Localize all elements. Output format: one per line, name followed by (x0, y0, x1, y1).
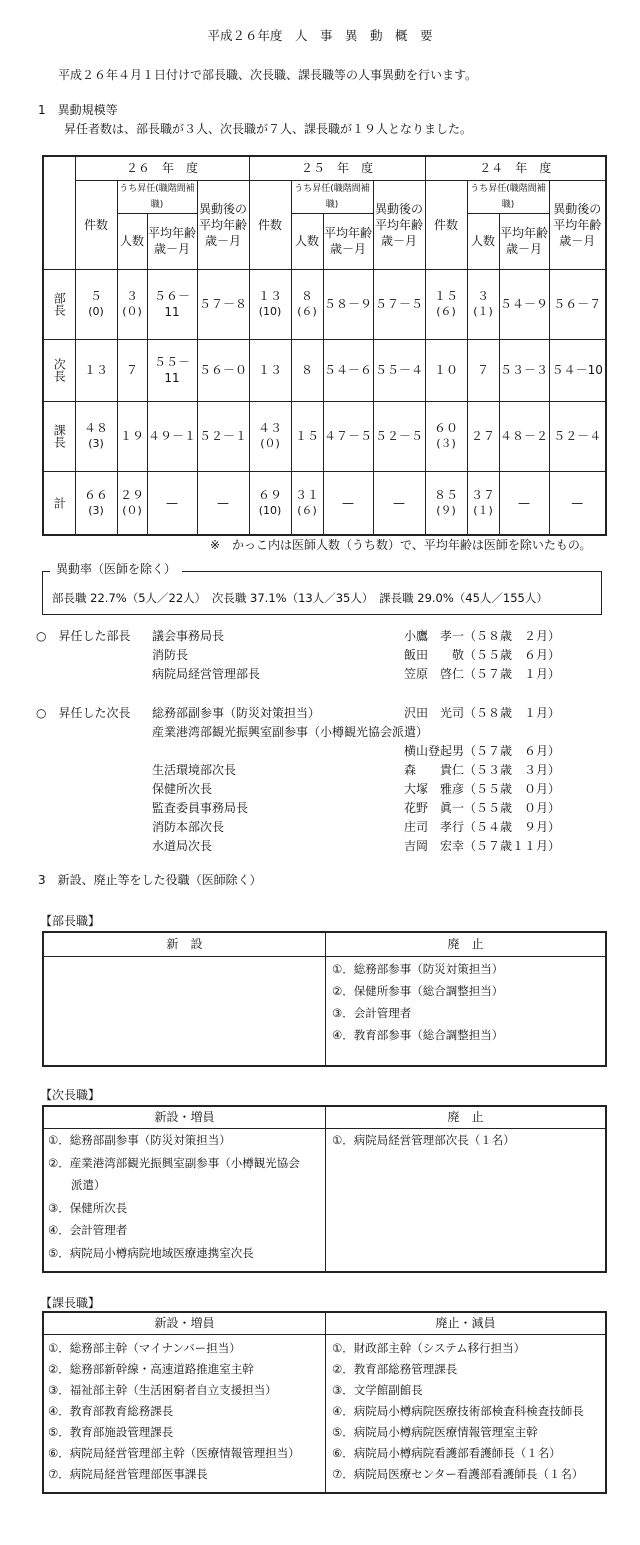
jicho-right-header: 廃 止 (447, 1110, 484, 1124)
stat-value: (０) (122, 305, 142, 318)
row-label: 計 (43, 471, 75, 535)
stat-value: ５８－９ (324, 297, 373, 311)
promoted-name: 大塚 雅彦（５５歳 ０月） (404, 782, 561, 796)
section1-heading: 1 異動規模等 (38, 103, 118, 117)
kacho-right-header: 廃止・減員 (435, 1316, 496, 1330)
stat-value: (９) (436, 503, 456, 517)
stat-cell (549, 401, 606, 471)
stat-value: ５ (89, 289, 102, 303)
promoted-name: 横山登起男（５７歳 ６月） (404, 744, 561, 758)
role-item: ④．病院局小樽病院医療技術部検査科検査技師長 (332, 1404, 584, 1418)
col-after: 異動後の平均年齢歳－月 (197, 180, 249, 269)
stat-cell (373, 339, 425, 401)
promoted-name: 森 貴仁（５３歳 ３月） (404, 763, 561, 777)
role-item: ④．教育部参事（総合調整担当） (332, 1028, 504, 1042)
stat-cell (75, 339, 117, 401)
kacho-box-label: 【課長職】 (40, 1296, 101, 1310)
intro-text: 平成２６年４月１日付けで部長職、次長職、課長職等の人事異動を行います。 (58, 68, 478, 82)
stat-value: ５２－４ (553, 429, 602, 443)
role-item: ③．文学館副館長 (332, 1383, 423, 1397)
role-item: ①．財政部主幹（システム移行担当） (332, 1341, 526, 1355)
col-ninzu: 人数 (117, 213, 147, 269)
stat-value: — (217, 495, 229, 510)
stat-value: — (393, 495, 406, 510)
stat-value: (3) (88, 437, 104, 450)
jicho-box-label: 【次長職】 (40, 1088, 101, 1102)
stat-value: ４７－５ (324, 429, 373, 443)
rate-title: 異動率（医師を除く） (50, 560, 182, 577)
stat-value: ５４－９ (500, 297, 549, 311)
stat-cell (323, 401, 373, 471)
stat-value: ５４－10 (551, 363, 603, 377)
col-avg: 平均年齢歳－月 (499, 213, 549, 269)
stat-value: １３ (258, 289, 283, 303)
promoted-post: 生活環境部次長 (152, 763, 237, 777)
stat-value: ２７ (471, 429, 496, 443)
stat-value: — (518, 495, 531, 510)
stat-value: ５２－５ (375, 429, 424, 443)
col-kensu: 件数 (75, 180, 117, 269)
stat-cell (197, 401, 249, 471)
stat-cell (249, 269, 291, 339)
stat-cell (425, 401, 467, 471)
role-item: ⑤．教育部施設管理課長 (48, 1425, 174, 1439)
stat-cell (499, 401, 549, 471)
role-item: ③．福祉部主幹（生活困窮者自立支援担当） (48, 1383, 277, 1397)
col-ninzu: 人数 (467, 213, 499, 269)
role-item: ①．総務部副参事（防災対策担当） (48, 1133, 231, 1147)
col-after: 異動後の平均年齢歳－月 (373, 180, 425, 269)
stat-value: ７ (125, 363, 138, 377)
stat-value: ８ (301, 289, 314, 303)
stat-value: ４８－２ (500, 429, 549, 443)
stat-cell (117, 269, 147, 339)
stat-value: (10) (258, 503, 282, 517)
stat-cell (147, 269, 197, 339)
col-promoted: うち昇任(職階間補職) (467, 180, 549, 213)
stat-cell (117, 401, 147, 471)
promoted-name: 吉岡 宏幸（５７歳１１月） (404, 839, 561, 853)
promoted-post: 病院局経営管理部長 (152, 667, 261, 681)
stat-cell (75, 269, 117, 339)
stat-cell (425, 339, 467, 401)
jicho-box (42, 1105, 607, 1273)
stat-cell (373, 401, 425, 471)
bucho-left-header: 新 設 (166, 937, 203, 951)
stat-value: ８ (301, 363, 314, 377)
stat-cell (75, 401, 117, 471)
role-item: ⑦．病院局医療センター看護部看護師長（１名） (332, 1467, 584, 1481)
stat-cell (147, 339, 197, 401)
stat-cell (147, 471, 197, 535)
stat-value: ５２－１ (199, 429, 248, 443)
stat-cell (249, 471, 291, 535)
promoted-post: 水道局次長 (152, 839, 213, 853)
stat-cell (467, 401, 499, 471)
stat-cell (549, 269, 606, 339)
stat-value: ５５－４ (375, 363, 424, 377)
stat-cell (499, 471, 549, 535)
stat-value: ３ (477, 289, 490, 303)
stat-value: (０) (260, 437, 280, 450)
stat-cell (197, 339, 249, 401)
role-item: ⑤．病院局小樽病院地域医療連携室次長 (48, 1245, 254, 1260)
year-header: ２５ 年 度 (249, 156, 425, 180)
stat-value: ５５－11 (153, 355, 190, 385)
stat-value: (0) (88, 305, 104, 318)
stat-value: ６０ (434, 421, 459, 435)
stat-value: (０) (122, 503, 142, 517)
promoted-name: 庄司 孝行（５４歳 ９月） (404, 820, 561, 834)
stat-cell (75, 471, 117, 535)
stat-value: ５４－６ (324, 363, 373, 377)
stat-cell (291, 471, 323, 535)
stat-cell (117, 471, 147, 535)
col-promoted: うち昇任(職階間補職) (291, 180, 373, 213)
stat-cell (323, 269, 373, 339)
role-item: ⑤．病院局小樽病院医療情報管理室主幹 (332, 1425, 538, 1439)
bucho-box-label: 【部長職】 (40, 914, 101, 928)
bucho-box (42, 931, 607, 1067)
promoted-post: 議会事務局長 (152, 629, 225, 643)
promoted-name: 飯田 敬（５５歳 ６月） (404, 648, 561, 662)
stat-cell (425, 269, 467, 339)
col-avg: 平均年齢歳－月 (147, 213, 197, 269)
year-header: ２６ 年 度 (75, 156, 249, 180)
promoted-post: 消防長 (152, 648, 189, 662)
promoted-name: 小鷹 孝一（５８歳 ２月） (404, 629, 561, 643)
stat-cell (499, 339, 549, 401)
stat-value: １５ (295, 429, 320, 443)
stat-value: (１) (473, 305, 493, 318)
stat-value: １０ (434, 363, 459, 377)
promoted-name: 笠原 啓仁（５７歳 １月） (404, 667, 561, 681)
col-kensu: 件数 (425, 180, 467, 269)
rate-text: 部長職 22.7%（5人／22人） 次長職 37.1%（13人／35人） 課長職 29.0%（45人／155人） (52, 591, 548, 605)
kacho-box (42, 1311, 607, 1494)
stat-value: (６) (297, 305, 317, 318)
role-item: 派遣） (48, 1178, 106, 1192)
stat-value: １３ (83, 363, 108, 377)
stat-value: ５６－11 (153, 289, 190, 319)
bucho-right-header: 廃 止 (447, 937, 484, 951)
promoted-name: 沢田 光司（５８歳 １月） (404, 706, 561, 720)
stat-value: ４８ (83, 421, 108, 435)
row-label: 次長 (43, 339, 75, 401)
stat-value: — (571, 495, 584, 510)
promoted-bucho-heading: ○ 昇任した部長 (36, 629, 131, 643)
role-item: ②．教育部総務管理課長 (332, 1362, 458, 1376)
jicho-left-header: 新設・増員 (154, 1110, 215, 1124)
row-label: 部長 (43, 269, 75, 339)
role-item: ①．総務部主幹（マイナンバー担当） (48, 1341, 241, 1355)
stats-row (43, 401, 606, 471)
role-item: ①．病院局経営管理部次長（１名） (332, 1133, 515, 1147)
stat-value: ４３ (258, 421, 283, 435)
stat-cell (467, 471, 499, 535)
stat-value: — (166, 495, 178, 510)
stat-value: — (342, 495, 355, 510)
role-item: ④．会計管理者 (48, 1223, 128, 1237)
stat-value: ５７－８ (199, 297, 248, 311)
stat-value: １３ (258, 363, 283, 377)
stat-cell (467, 339, 499, 401)
stat-value: ４９－１ (147, 429, 196, 443)
col-promoted: うち昇任(職階間補職) (117, 180, 197, 213)
stats-row (43, 269, 606, 339)
stat-cell (147, 401, 197, 471)
stat-cell (425, 471, 467, 535)
stat-cell (291, 269, 323, 339)
stat-value: ７ (477, 363, 490, 377)
promoted-post: 監査委員事務局長 (152, 801, 249, 815)
col-ninzu: 人数 (291, 213, 323, 269)
section3-heading: 3 新設、廃止等をした役職（医師除く） (38, 873, 262, 887)
promoted-post: 総務部副参事（防災対策担当） (152, 706, 321, 720)
stat-value: ５７－５ (375, 297, 424, 311)
stat-cell (291, 339, 323, 401)
stat-value: １５ (434, 289, 459, 303)
stat-cell (549, 471, 606, 535)
stats-row (43, 339, 606, 401)
role-item: ②．総務部新幹線・高速道路推進室主幹 (48, 1362, 254, 1376)
stat-value: (3) (88, 503, 104, 517)
stat-cell (373, 471, 425, 535)
stat-cell (467, 269, 499, 339)
stat-value: (３) (436, 437, 456, 450)
promoted-post: 保健所次長 (152, 782, 213, 796)
stat-value: ６６ (83, 487, 108, 502)
stat-value: ２９ (119, 487, 144, 502)
stat-value: １９ (119, 429, 144, 443)
stat-cell (197, 471, 249, 535)
stat-cell (291, 401, 323, 471)
stat-cell (323, 471, 373, 535)
promoted-post: 消防本部次長 (152, 820, 225, 834)
stat-value: ３ (125, 289, 138, 303)
col-after: 異動後の平均年齢歳－月 (549, 180, 606, 269)
stat-value: (１) (473, 503, 493, 517)
stats-corner (43, 156, 75, 269)
role-item: ③．保健所次長 (48, 1200, 128, 1215)
section1-text: 昇任者数は、部長職が３人、次長職が７人、課長職が１９人となりました。 (64, 122, 473, 136)
table-note: ※ かっこ内は医師人数（うち数）で、平均年齢は医師を除いたもの。 (210, 538, 592, 552)
stat-cell (117, 339, 147, 401)
promoted-name: 花野 眞一（５５歳 ０月） (404, 801, 561, 815)
role-item: ②．産業港湾部観光振興室副参事（小樽観光協会 (48, 1155, 300, 1170)
promoted-jicho-heading: ○ 昇任した次長 (36, 706, 131, 720)
stat-value: (６) (436, 305, 456, 318)
stat-cell (373, 269, 425, 339)
stat-value: (10) (258, 305, 282, 318)
role-item: ⑦．病院局経営管理部医事課長 (48, 1467, 208, 1481)
stat-cell (249, 401, 291, 471)
stat-cell (197, 269, 249, 339)
role-item: ③．会計管理者 (332, 1006, 412, 1020)
kacho-left-header: 新設・増員 (154, 1316, 215, 1330)
stat-value: (６) (297, 503, 317, 517)
role-item: ⑥．病院局小樽病院看護部看護師長（１名） (332, 1446, 561, 1460)
col-kensu: 件数 (249, 180, 291, 269)
stat-value: ５６－０ (199, 363, 248, 377)
stat-value: ８５ (434, 487, 459, 502)
stats-row (43, 471, 606, 535)
stat-cell (499, 269, 549, 339)
stat-cell (249, 339, 291, 401)
role-item: ⑥．病院局経営管理部主幹（医療情報管理担当） (48, 1446, 300, 1460)
stat-cell (323, 339, 373, 401)
stat-value: ５３－３ (500, 363, 549, 377)
stat-value: ３１ (295, 487, 320, 502)
row-label: 課長 (43, 401, 75, 471)
stat-value: ６９ (258, 487, 283, 502)
stats-table (42, 155, 607, 536)
role-item: ④．教育部教育総務課長 (48, 1404, 174, 1418)
promoted-post: 産業港湾部観光振興室副参事（小樽観光協会派遣） (152, 725, 429, 739)
page-title: 平成２６年度 人 事 異 動 概 要 (207, 28, 433, 43)
stat-value: ３７ (471, 487, 496, 502)
year-header: ２４ 年 度 (425, 156, 606, 180)
stat-cell (549, 339, 606, 401)
stat-value: ５６－７ (553, 297, 602, 311)
col-avg: 平均年齢歳－月 (323, 213, 373, 269)
role-item: ②．保健所参事（総合調整担当） (332, 984, 504, 998)
role-item: ①．総務部参事（防災対策担当） (332, 962, 504, 976)
